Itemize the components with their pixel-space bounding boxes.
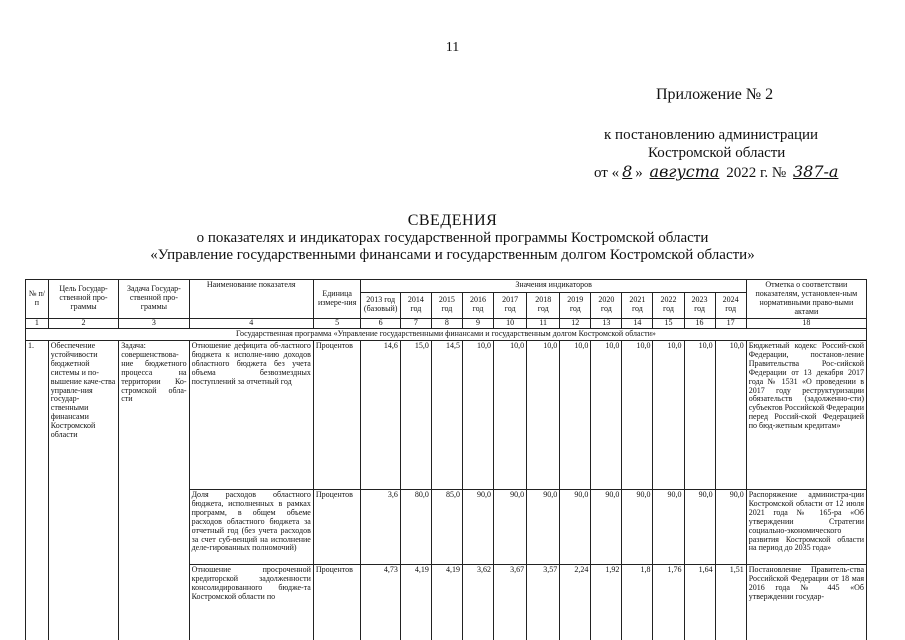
goal-number: 1. [26,340,49,640]
column-number: 3 [119,318,189,328]
header-year: 2019 год [560,292,591,318]
value-cell: 90,0 [622,489,653,564]
value-cell: 10,0 [653,340,684,489]
value-cell: 2,24 [560,564,591,640]
value-cell: 10,0 [684,340,715,489]
header-year: 2024 год [715,292,746,318]
column-number: 13 [591,318,622,328]
value-cell: 90,0 [560,489,591,564]
column-number: 18 [746,318,866,328]
column-number: 11 [527,318,560,328]
column-numbers-row [26,318,867,328]
header-year: 2017 год [494,292,527,318]
value-cell: 4,73 [361,564,400,640]
value-cell: 1,76 [653,564,684,640]
value-cell: 90,0 [684,489,715,564]
indicator-unit: Процентов [313,564,361,640]
document-subtitle-2: «Управление государственными финансами и государственным долгом Костромской области» [150,247,755,263]
program-title: Государственная программа «Управление государственными финансами и государственным долгом Костромской области» [26,328,867,340]
column-number: 7 [400,318,431,328]
indicator-unit: Процентов [313,489,361,564]
header-task: Задача Государ-ственной про-граммы [119,280,189,319]
goal-text: Обеспечение устойчивости бюджетной системы и по-вышение каче-ства управле-ния государ-ственными финансами Костромской области [48,340,118,640]
header-values-group: Значения индикаторов [361,280,746,293]
column-number: 2 [48,318,118,328]
header-year: 2016 год [462,292,493,318]
value-cell: 1,8 [622,564,653,640]
column-number: 15 [653,318,684,328]
column-number: 10 [494,318,527,328]
date-month-handwritten: августа [649,162,720,181]
indicator-unit: Процентов [313,340,361,489]
value-cell: 3,62 [462,564,493,640]
indicators-table [25,279,867,640]
header-year: 2013 год (базовый) [361,292,400,318]
header-year: 2021 год [622,292,653,318]
value-cell: 90,0 [462,489,493,564]
document-title: СВЕДЕНИЯ [407,212,498,229]
date-day-handwritten: 8 [622,162,633,181]
value-cell: 3,67 [494,564,527,640]
header-year: 2020 год [591,292,622,318]
value-cell: 4,19 [431,564,462,640]
task-text: Задача: совершенствова-ние бюджетного процесса на территории Ко-стромской обла-сти [119,340,189,640]
header-year: 2014 год [400,292,431,318]
header-year: 2015 год [431,292,462,318]
value-cell: 1,64 [684,564,715,640]
compliance-note: Распоряжение администра-ции Костромской области от 12 июля 2021 года № 165-ра «Об утверждении Стратегии социально-экономического развития Костромской области на период до 2035 года» [746,489,866,564]
column-number: 16 [684,318,715,328]
decree-line-2: Костромской области [648,145,786,161]
value-cell: 14,6 [361,340,400,489]
value-cell: 14,5 [431,340,462,489]
column-number: 1 [26,318,49,328]
value-cell: 15,0 [400,340,431,489]
value-cell: 10,0 [527,340,560,489]
compliance-note: Постановление Правитель-ства Российской Федерации от 18 мая 2016 года № 445 «Об утверждении государ- [746,564,866,640]
value-cell: 1,51 [715,564,746,640]
header-num: № п/п [26,280,49,319]
column-number: 6 [361,318,400,328]
program-title-row [26,328,867,340]
value-cell: 10,0 [591,340,622,489]
document-subtitle-1: о показателях и индикаторах государственной программы Костромской области [196,230,709,246]
indicator-name: Отношение просроченной кредиторской задолженности консолидированного бюдже-та Костромской области по [189,564,313,640]
header-goal: Цель Государ-ственной про-граммы [48,280,118,319]
table-row [26,340,867,489]
value-cell: 3,6 [361,489,400,564]
column-number: 12 [560,318,591,328]
indicator-name: Доля расходов областного бюджета, исполненных в рамках программ, в общем объеме расходов областного бюджета за отчетный год (без учета расходов за счет суб-венций на исполнение деле-гированных полномочий) [189,489,313,564]
decree-number-handwritten: 387-а [792,162,839,181]
value-cell: 90,0 [653,489,684,564]
value-cell: 10,0 [560,340,591,489]
value-cell: 4,19 [400,564,431,640]
header-year: 2022 год [653,292,684,318]
header-indicator: Наименование показателя [189,280,313,319]
value-cell: 10,0 [494,340,527,489]
value-cell: 90,0 [591,489,622,564]
decree-date-line [594,162,841,182]
appendix-title: Приложение № 2 [656,86,774,103]
value-cell: 90,0 [527,489,560,564]
column-number: 4 [189,318,313,328]
date-mid: » [635,165,643,181]
column-number: 9 [462,318,493,328]
page-number: 11 [445,40,460,55]
compliance-note: Бюджетный кодекс Россий-ской Федерации, постанов-ление Правительства Рос-сийской Федерации от 13 декабря 2017 года № 1531 «О проведении в 2017 году реструктуризации обязательств (задолженно-сти) субъектов Российской Федерации перед Россий-ской Федерацией по бюд-жетным кредитам» [746,340,866,489]
value-cell: 90,0 [715,489,746,564]
header-year: 2023 год [684,292,715,318]
header-compliance: Отметка о соответствии показателям, установлен-ным нормативными право-выми актами [746,280,866,319]
value-cell: 3,57 [527,564,560,640]
column-number: 14 [622,318,653,328]
column-number: 8 [431,318,462,328]
value-cell: 10,0 [715,340,746,489]
value-cell: 10,0 [462,340,493,489]
header-unit: Единица измере-ния [313,280,361,319]
indicator-name: Отношение дефицита об-ластного бюджета к исполне-нию доходов областного бюджета без учета объема безвозмездных поступлений за отчетный год [189,340,313,489]
value-cell: 90,0 [494,489,527,564]
date-year: 2022 г. № [726,165,787,181]
header-year: 2018 год [527,292,560,318]
value-cell: 10,0 [622,340,653,489]
date-prefix: от « [594,165,620,181]
value-cell: 1,92 [591,564,622,640]
value-cell: 85,0 [431,489,462,564]
decree-line-1: к постановлению администрации [604,127,819,143]
column-number: 17 [715,318,746,328]
indicators-table-container [25,279,875,640]
column-number: 5 [313,318,361,328]
value-cell: 80,0 [400,489,431,564]
